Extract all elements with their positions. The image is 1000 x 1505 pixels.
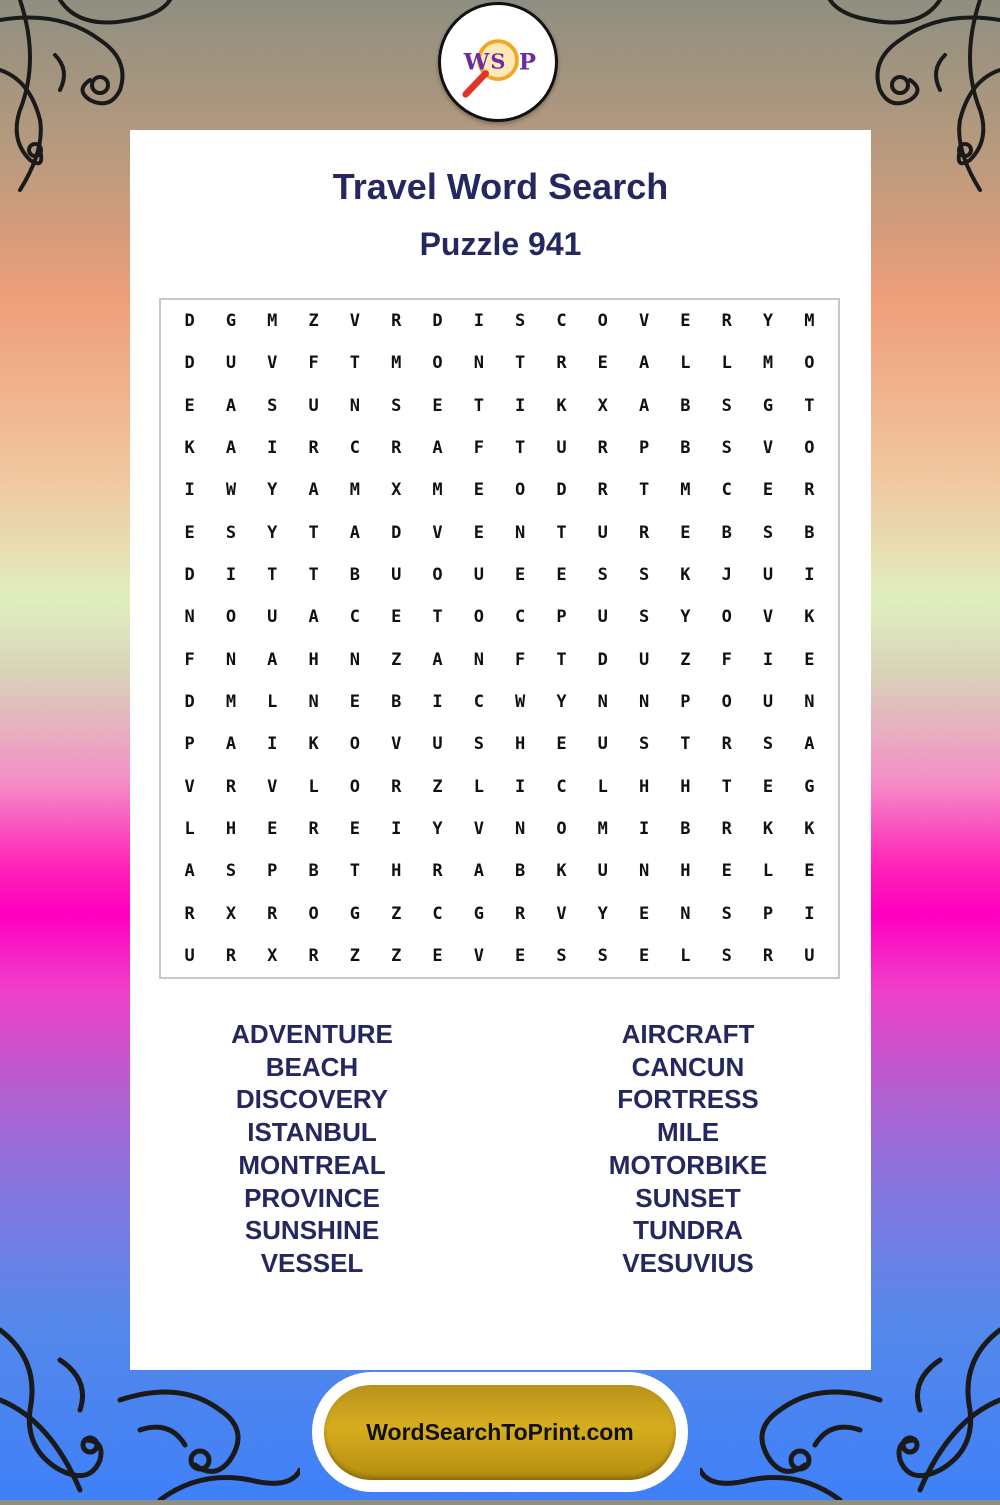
grid-cell[interactable]: A <box>432 649 443 670</box>
grid-cell[interactable]: C <box>432 903 443 924</box>
grid-cell[interactable]: N <box>804 691 815 712</box>
grid-cell[interactable]: U <box>804 945 815 966</box>
grid-cell[interactable]: W <box>515 691 526 712</box>
grid-cell[interactable]: V <box>267 776 278 797</box>
grid-cell[interactable]: N <box>184 607 195 628</box>
grid-cell[interactable]: U <box>556 438 567 459</box>
grid-cell[interactable]: I <box>267 438 278 459</box>
grid-cell[interactable]: A <box>225 438 237 459</box>
grid-cell[interactable]: K <box>804 607 815 628</box>
grid-cell[interactable]: R <box>597 480 608 501</box>
grid-cell[interactable]: D <box>432 311 443 332</box>
grid-cell[interactable]: E <box>349 691 361 712</box>
grid-cell[interactable]: D <box>184 353 195 374</box>
grid-cell[interactable]: S <box>721 903 732 924</box>
grid-cell[interactable]: E <box>473 522 484 543</box>
grid-cell[interactable]: C <box>349 438 361 459</box>
grid-cell[interactable]: N <box>473 353 484 374</box>
word-item: MILE <box>656 1117 720 1148</box>
grid-cell[interactable]: U <box>638 649 650 670</box>
grid-cell[interactable]: C <box>556 311 567 332</box>
site-logo[interactable] <box>438 2 558 122</box>
grid-cell[interactable]: P <box>184 734 195 755</box>
grid-cell[interactable]: B <box>680 395 691 416</box>
grid-cell[interactable]: Y <box>762 311 774 332</box>
grid-cell[interactable]: K <box>308 734 319 755</box>
letter-grid[interactable] <box>159 298 840 979</box>
grid-cell[interactable]: T <box>267 565 278 586</box>
grid-cell[interactable]: D <box>184 311 195 332</box>
grid-cell[interactable]: Y <box>680 607 691 628</box>
grid-cell[interactable]: O <box>515 480 526 501</box>
grid-cell[interactable]: U <box>597 522 608 543</box>
grid-cell[interactable]: S <box>225 861 237 882</box>
grid-cell[interactable]: J <box>721 565 732 586</box>
grid-cell[interactable]: S <box>225 522 237 543</box>
grid-cell[interactable]: C <box>721 480 732 501</box>
grid-cell[interactable]: R <box>432 861 443 882</box>
grid-cell[interactable]: F <box>184 649 195 670</box>
grid-cell[interactable]: P <box>680 691 691 712</box>
grid-cell[interactable]: N <box>638 861 650 882</box>
grid-cell[interactable]: V <box>762 438 774 459</box>
grid-cell[interactable]: R <box>721 818 732 839</box>
grid-cell[interactable]: L <box>762 861 774 882</box>
grid-cell[interactable]: G <box>762 395 774 416</box>
grid-cell[interactable]: A <box>473 861 484 882</box>
grid-cell[interactable]: T <box>804 395 815 416</box>
grid-cell[interactable]: I <box>638 818 650 839</box>
grid-cell[interactable]: R <box>308 438 319 459</box>
grid-cell[interactable]: E <box>680 311 691 332</box>
grid-cell[interactable]: N <box>349 649 361 670</box>
grid-cell[interactable]: S <box>556 945 567 966</box>
grid-cell[interactable]: I <box>473 311 484 332</box>
grid-cell[interactable]: V <box>267 353 278 374</box>
grid-cell[interactable]: U <box>432 734 443 755</box>
grid-cell[interactable]: K <box>184 438 195 459</box>
grid-cell[interactable]: V <box>349 311 361 332</box>
grid-cell[interactable]: I <box>391 818 402 839</box>
grid-cell[interactable]: U <box>184 945 195 966</box>
grid-cell[interactable]: O <box>473 607 484 628</box>
grid-cell[interactable]: M <box>391 353 402 374</box>
grid-cell[interactable]: T <box>556 522 567 543</box>
word-item: ADVENTURE <box>231 1019 393 1049</box>
grid-cell[interactable]: R <box>308 818 319 839</box>
grid-cell[interactable]: B <box>349 565 361 586</box>
word-item: MONTREAL <box>238 1149 386 1180</box>
grid-cell[interactable]: Z <box>308 311 319 332</box>
grid-cell[interactable]: S <box>597 945 608 966</box>
grid-cell[interactable]: L <box>184 818 195 839</box>
grid-cell[interactable]: E <box>638 903 650 924</box>
grid-cell[interactable]: M <box>597 818 608 839</box>
grid-cell[interactable]: R <box>597 438 608 459</box>
grid-cell[interactable]: H <box>638 776 650 797</box>
grid-cell[interactable]: K <box>556 395 567 416</box>
grid-cell[interactable]: D <box>184 565 195 586</box>
grid-cell[interactable]: E <box>638 945 650 966</box>
grid-cell[interactable]: V <box>473 818 484 839</box>
grid-cell[interactable]: U <box>762 565 774 586</box>
grid-cell[interactable]: L <box>308 776 319 797</box>
grid-cell[interactable]: S <box>762 522 774 543</box>
grid-cell[interactable]: V <box>432 522 443 543</box>
grid-cell[interactable]: R <box>391 776 402 797</box>
grid-cell[interactable]: H <box>680 776 691 797</box>
grid-cell[interactable]: M <box>349 480 361 501</box>
grid-cell[interactable]: G <box>225 311 237 332</box>
grid-cell[interactable]: E <box>432 395 443 416</box>
grid-cell[interactable]: S <box>638 607 650 628</box>
grid-cell[interactable]: E <box>515 565 526 586</box>
grid-cell[interactable]: P <box>556 607 567 628</box>
grid-cell[interactable]: N <box>349 395 361 416</box>
grid-cell[interactable]: U <box>597 861 608 882</box>
grid-cell[interactable]: R <box>638 522 650 543</box>
grid-cell[interactable]: R <box>391 438 402 459</box>
grid-cell[interactable]: X <box>597 395 608 416</box>
grid-cell[interactable]: H <box>391 861 402 882</box>
grid-cell[interactable]: H <box>225 818 237 839</box>
grid-cell[interactable]: A <box>638 395 650 416</box>
word-item: BEACH <box>265 1051 359 1082</box>
grid-cell[interactable]: A <box>225 734 237 755</box>
grid-cell[interactable]: V <box>762 607 774 628</box>
word-item: PROVINCE <box>244 1182 380 1213</box>
grid-cell[interactable]: I <box>804 565 815 586</box>
grid-cell[interactable]: O <box>432 353 443 374</box>
grid-cell[interactable]: N <box>515 522 526 543</box>
grid-cell[interactable]: A <box>804 734 815 755</box>
grid-cell[interactable]: T <box>432 607 443 628</box>
grid-cell[interactable]: Z <box>432 776 443 797</box>
grid-cell[interactable]: U <box>308 395 319 416</box>
grid-cell[interactable]: D <box>391 522 402 543</box>
grid-cell[interactable]: U <box>267 607 278 628</box>
grid-cell[interactable]: C <box>473 691 484 712</box>
grid-cell[interactable]: T <box>515 438 526 459</box>
grid-cell[interactable]: L <box>267 691 278 712</box>
grid-cell[interactable]: H <box>680 861 691 882</box>
grid-cell[interactable]: O <box>349 776 361 797</box>
grid-cell[interactable]: B <box>391 691 402 712</box>
grid-cell[interactable]: I <box>432 691 443 712</box>
grid-cell[interactable]: E <box>349 818 361 839</box>
word-item: MOTORBIKE <box>608 1149 768 1180</box>
grid-cell[interactable]: X <box>225 903 237 924</box>
grid-cell[interactable]: R <box>184 903 195 924</box>
grid-cell[interactable]: A <box>267 649 278 670</box>
puzzle-number: Puzzle 941 <box>419 226 582 262</box>
grid-cell[interactable]: G <box>804 776 815 797</box>
grid-cell[interactable]: F <box>473 438 484 459</box>
grid-cell[interactable]: C <box>515 607 526 628</box>
logo-letter-s: S <box>490 48 506 74</box>
grid-cell[interactable]: K <box>680 565 691 586</box>
grid-cell[interactable]: N <box>680 903 691 924</box>
grid-cell[interactable]: D <box>184 691 195 712</box>
word-list-right <box>538 1018 838 1280</box>
grid-cell[interactable]: K <box>556 861 567 882</box>
word-item: VESSEL <box>260 1247 364 1278</box>
word-item: TUNDRA <box>633 1215 743 1246</box>
grid-cell[interactable]: D <box>597 649 608 670</box>
grid-cell[interactable]: M <box>762 353 774 374</box>
site-link-button[interactable]: WordSearchToPrint.com <box>324 1385 676 1480</box>
grid-cell[interactable]: O <box>721 691 732 712</box>
grid-cell[interactable]: E <box>762 776 774 797</box>
word-item: VESUVIUS <box>622 1247 754 1278</box>
grid-cell[interactable]: A <box>184 861 195 882</box>
grid-cell[interactable]: K <box>804 818 815 839</box>
grid-cell[interactable]: E <box>267 818 278 839</box>
grid-cell[interactable]: D <box>556 480 567 501</box>
grid-cell[interactable]: L <box>473 776 484 797</box>
grid-cell[interactable]: T <box>556 649 567 670</box>
puzzle-card <box>130 130 871 1370</box>
grid-cell[interactable]: F <box>721 649 732 670</box>
grid-cell[interactable]: B <box>680 818 691 839</box>
grid-cell[interactable]: U <box>597 734 608 755</box>
grid-cell[interactable]: R <box>267 903 278 924</box>
grid-cell[interactable]: I <box>515 776 526 797</box>
grid-cell[interactable]: A <box>432 438 443 459</box>
grid-cell[interactable]: M <box>225 691 237 712</box>
grid-cell[interactable]: M <box>804 311 815 332</box>
grid-cell[interactable]: T <box>308 522 319 543</box>
grid-cell[interactable]: O <box>721 607 732 628</box>
grid-cell[interactable]: V <box>556 903 567 924</box>
grid-cell[interactable]: Y <box>267 522 278 543</box>
page-title: Travel Word Search <box>332 166 669 207</box>
grid-cell[interactable]: L <box>680 353 691 374</box>
grid-cell[interactable]: E <box>721 861 732 882</box>
grid-cell[interactable]: S <box>721 395 732 416</box>
grid-cell[interactable]: Z <box>391 649 402 670</box>
grid-cell[interactable]: S <box>762 734 774 755</box>
grid-cell[interactable]: E <box>597 353 608 374</box>
grid-cell[interactable]: W <box>225 480 237 501</box>
grid-cell[interactable]: R <box>721 734 732 755</box>
grid-cell[interactable]: B <box>515 861 526 882</box>
grid-cell[interactable]: U <box>225 353 237 374</box>
grid-cell[interactable]: S <box>638 734 650 755</box>
word-item: ISTANBUL <box>247 1117 377 1148</box>
grid-cell[interactable]: L <box>680 945 691 966</box>
grid-cell[interactable]: I <box>804 903 815 924</box>
grid-cell[interactable]: E <box>432 945 443 966</box>
grid-cell[interactable]: E <box>515 945 526 966</box>
grid-cell[interactable]: R <box>225 945 237 966</box>
grid-cell[interactable]: T <box>308 565 319 586</box>
word-item: CANCUN <box>631 1051 745 1082</box>
grid-cell[interactable]: M <box>432 480 443 501</box>
word-item: SUNSHINE <box>244 1215 380 1246</box>
grid-cell[interactable]: S <box>473 734 484 755</box>
grid-cell[interactable]: U <box>391 565 402 586</box>
grid-cell[interactable]: T <box>515 353 526 374</box>
grid-cell[interactable]: E <box>184 395 195 416</box>
grid-cell[interactable]: A <box>308 480 319 501</box>
grid-cell[interactable]: S <box>721 438 732 459</box>
grid-cell[interactable]: T <box>349 353 361 374</box>
grid-cell[interactable]: L <box>597 776 608 797</box>
logo-letter-p: P <box>518 49 537 76</box>
grid-cell[interactable]: E <box>804 861 815 882</box>
grid-cell[interactable]: V <box>391 734 402 755</box>
logo-letter-w: W <box>463 49 490 76</box>
grid-cell[interactable]: B <box>804 522 815 543</box>
grid-cell[interactable]: N <box>597 691 608 712</box>
grid-cell[interactable]: C <box>556 776 567 797</box>
grid-cell[interactable]: I <box>762 649 774 670</box>
grid-cell[interactable]: V <box>473 945 484 966</box>
magnifier-logo-icon <box>441 5 555 119</box>
grid-cell[interactable]: P <box>267 861 278 882</box>
grid-cell[interactable]: N <box>473 649 484 670</box>
grid-cell[interactable]: U <box>473 565 484 586</box>
grid-cell[interactable]: R <box>391 311 402 332</box>
grid-cell[interactable]: E <box>184 522 195 543</box>
grid-cell[interactable]: I <box>225 565 237 586</box>
grid-cell[interactable]: H <box>515 734 526 755</box>
word-item: AIRCRAFT <box>621 1019 755 1049</box>
grid-cell[interactable]: V <box>638 311 650 332</box>
grid-cell[interactable]: G <box>349 903 361 924</box>
grid-cell[interactable]: V <box>184 776 195 797</box>
grid-cell[interactable]: Y <box>556 691 567 712</box>
grid-cell[interactable]: Z <box>680 649 691 670</box>
grid-cell[interactable]: R <box>721 311 732 332</box>
grid-cell[interactable]: I <box>515 395 526 416</box>
grid-cell[interactable]: R <box>225 776 237 797</box>
grid-cell[interactable]: M <box>267 311 278 332</box>
grid-cell[interactable]: R <box>556 353 567 374</box>
grid-cell[interactable]: Y <box>267 480 278 501</box>
grid-cell[interactable]: I <box>184 480 195 501</box>
grid-cell[interactable]: S <box>515 311 526 332</box>
grid-cell[interactable]: R <box>762 945 774 966</box>
grid-cell[interactable]: S <box>721 945 732 966</box>
grid-cell[interactable]: F <box>515 649 526 670</box>
grid-cell[interactable]: O <box>432 565 443 586</box>
grid-cell[interactable]: B <box>308 861 319 882</box>
grid-cell[interactable]: E <box>473 480 484 501</box>
grid-cell[interactable]: O <box>804 353 815 374</box>
grid-cell[interactable]: X <box>267 945 278 966</box>
word-list-left <box>162 1018 462 1280</box>
grid-cell[interactable]: O <box>225 607 237 628</box>
grid-cell[interactable]: E <box>391 607 402 628</box>
grid-cell[interactable]: H <box>308 649 319 670</box>
grid-cell[interactable]: O <box>804 438 815 459</box>
grid-cell[interactable]: M <box>680 480 691 501</box>
grid-cell[interactable]: Y <box>432 818 443 839</box>
grid-cell[interactable]: O <box>556 818 567 839</box>
grid-cell[interactable]: L <box>721 353 732 374</box>
grid-cell[interactable]: E <box>556 734 567 755</box>
grid-cell[interactable]: Z <box>391 945 402 966</box>
grid-cell[interactable]: R <box>515 903 526 924</box>
grid-cell[interactable]: S <box>267 395 278 416</box>
word-item: SUNSET <box>635 1182 741 1213</box>
grid-cell[interactable]: B <box>680 438 691 459</box>
grid-cell[interactable]: K <box>762 818 774 839</box>
grid-cell[interactable]: N <box>308 691 319 712</box>
grid-cell[interactable]: A <box>225 395 237 416</box>
grid-cell[interactable]: T <box>349 861 361 882</box>
grid-cell[interactable]: Y <box>597 903 608 924</box>
word-item: FORTRESS <box>617 1084 759 1115</box>
grid-cell[interactable]: X <box>391 480 402 501</box>
grid-cell[interactable]: O <box>597 311 608 332</box>
grid-cell[interactable]: O <box>308 903 319 924</box>
grid-cell[interactable]: G <box>473 903 484 924</box>
grid-cell[interactable]: T <box>680 734 691 755</box>
grid-cell[interactable]: A <box>308 607 319 628</box>
grid-cell[interactable]: F <box>308 353 319 374</box>
grid-cell[interactable]: N <box>515 818 526 839</box>
grid-cell[interactable]: E <box>680 522 691 543</box>
grid-cell[interactable]: A <box>638 353 650 374</box>
grid-cell[interactable]: U <box>762 691 774 712</box>
grid-cell[interactable]: Z <box>391 903 402 924</box>
grid-cell[interactable]: P <box>762 903 774 924</box>
word-item: DISCOVERY <box>235 1084 389 1115</box>
grid-cell[interactable]: A <box>349 522 361 543</box>
grid-cell[interactable]: E <box>762 480 774 501</box>
grid-cell[interactable]: R <box>308 945 319 966</box>
grid-cell[interactable]: C <box>349 607 361 628</box>
grid-cell[interactable]: I <box>267 734 278 755</box>
grid-cell[interactable]: S <box>391 395 402 416</box>
grid-cell[interactable]: T <box>473 395 484 416</box>
grid-cell[interactable]: B <box>721 522 732 543</box>
grid-cell[interactable]: T <box>721 776 732 797</box>
grid-cell[interactable]: E <box>804 649 815 670</box>
grid-cell[interactable]: N <box>225 649 237 670</box>
grid-cell[interactable]: O <box>349 734 361 755</box>
grid-cell[interactable]: N <box>638 691 650 712</box>
grid-cell[interactable]: Z <box>349 945 361 966</box>
grid-cell[interactable]: P <box>638 438 650 459</box>
grid-cell[interactable]: R <box>804 480 815 501</box>
grid-cell[interactable]: S <box>597 565 608 586</box>
grid-cell[interactable]: U <box>597 607 608 628</box>
grid-cell[interactable]: S <box>638 565 650 586</box>
grid-cell[interactable]: E <box>556 565 567 586</box>
grid-cell[interactable]: T <box>638 480 650 501</box>
